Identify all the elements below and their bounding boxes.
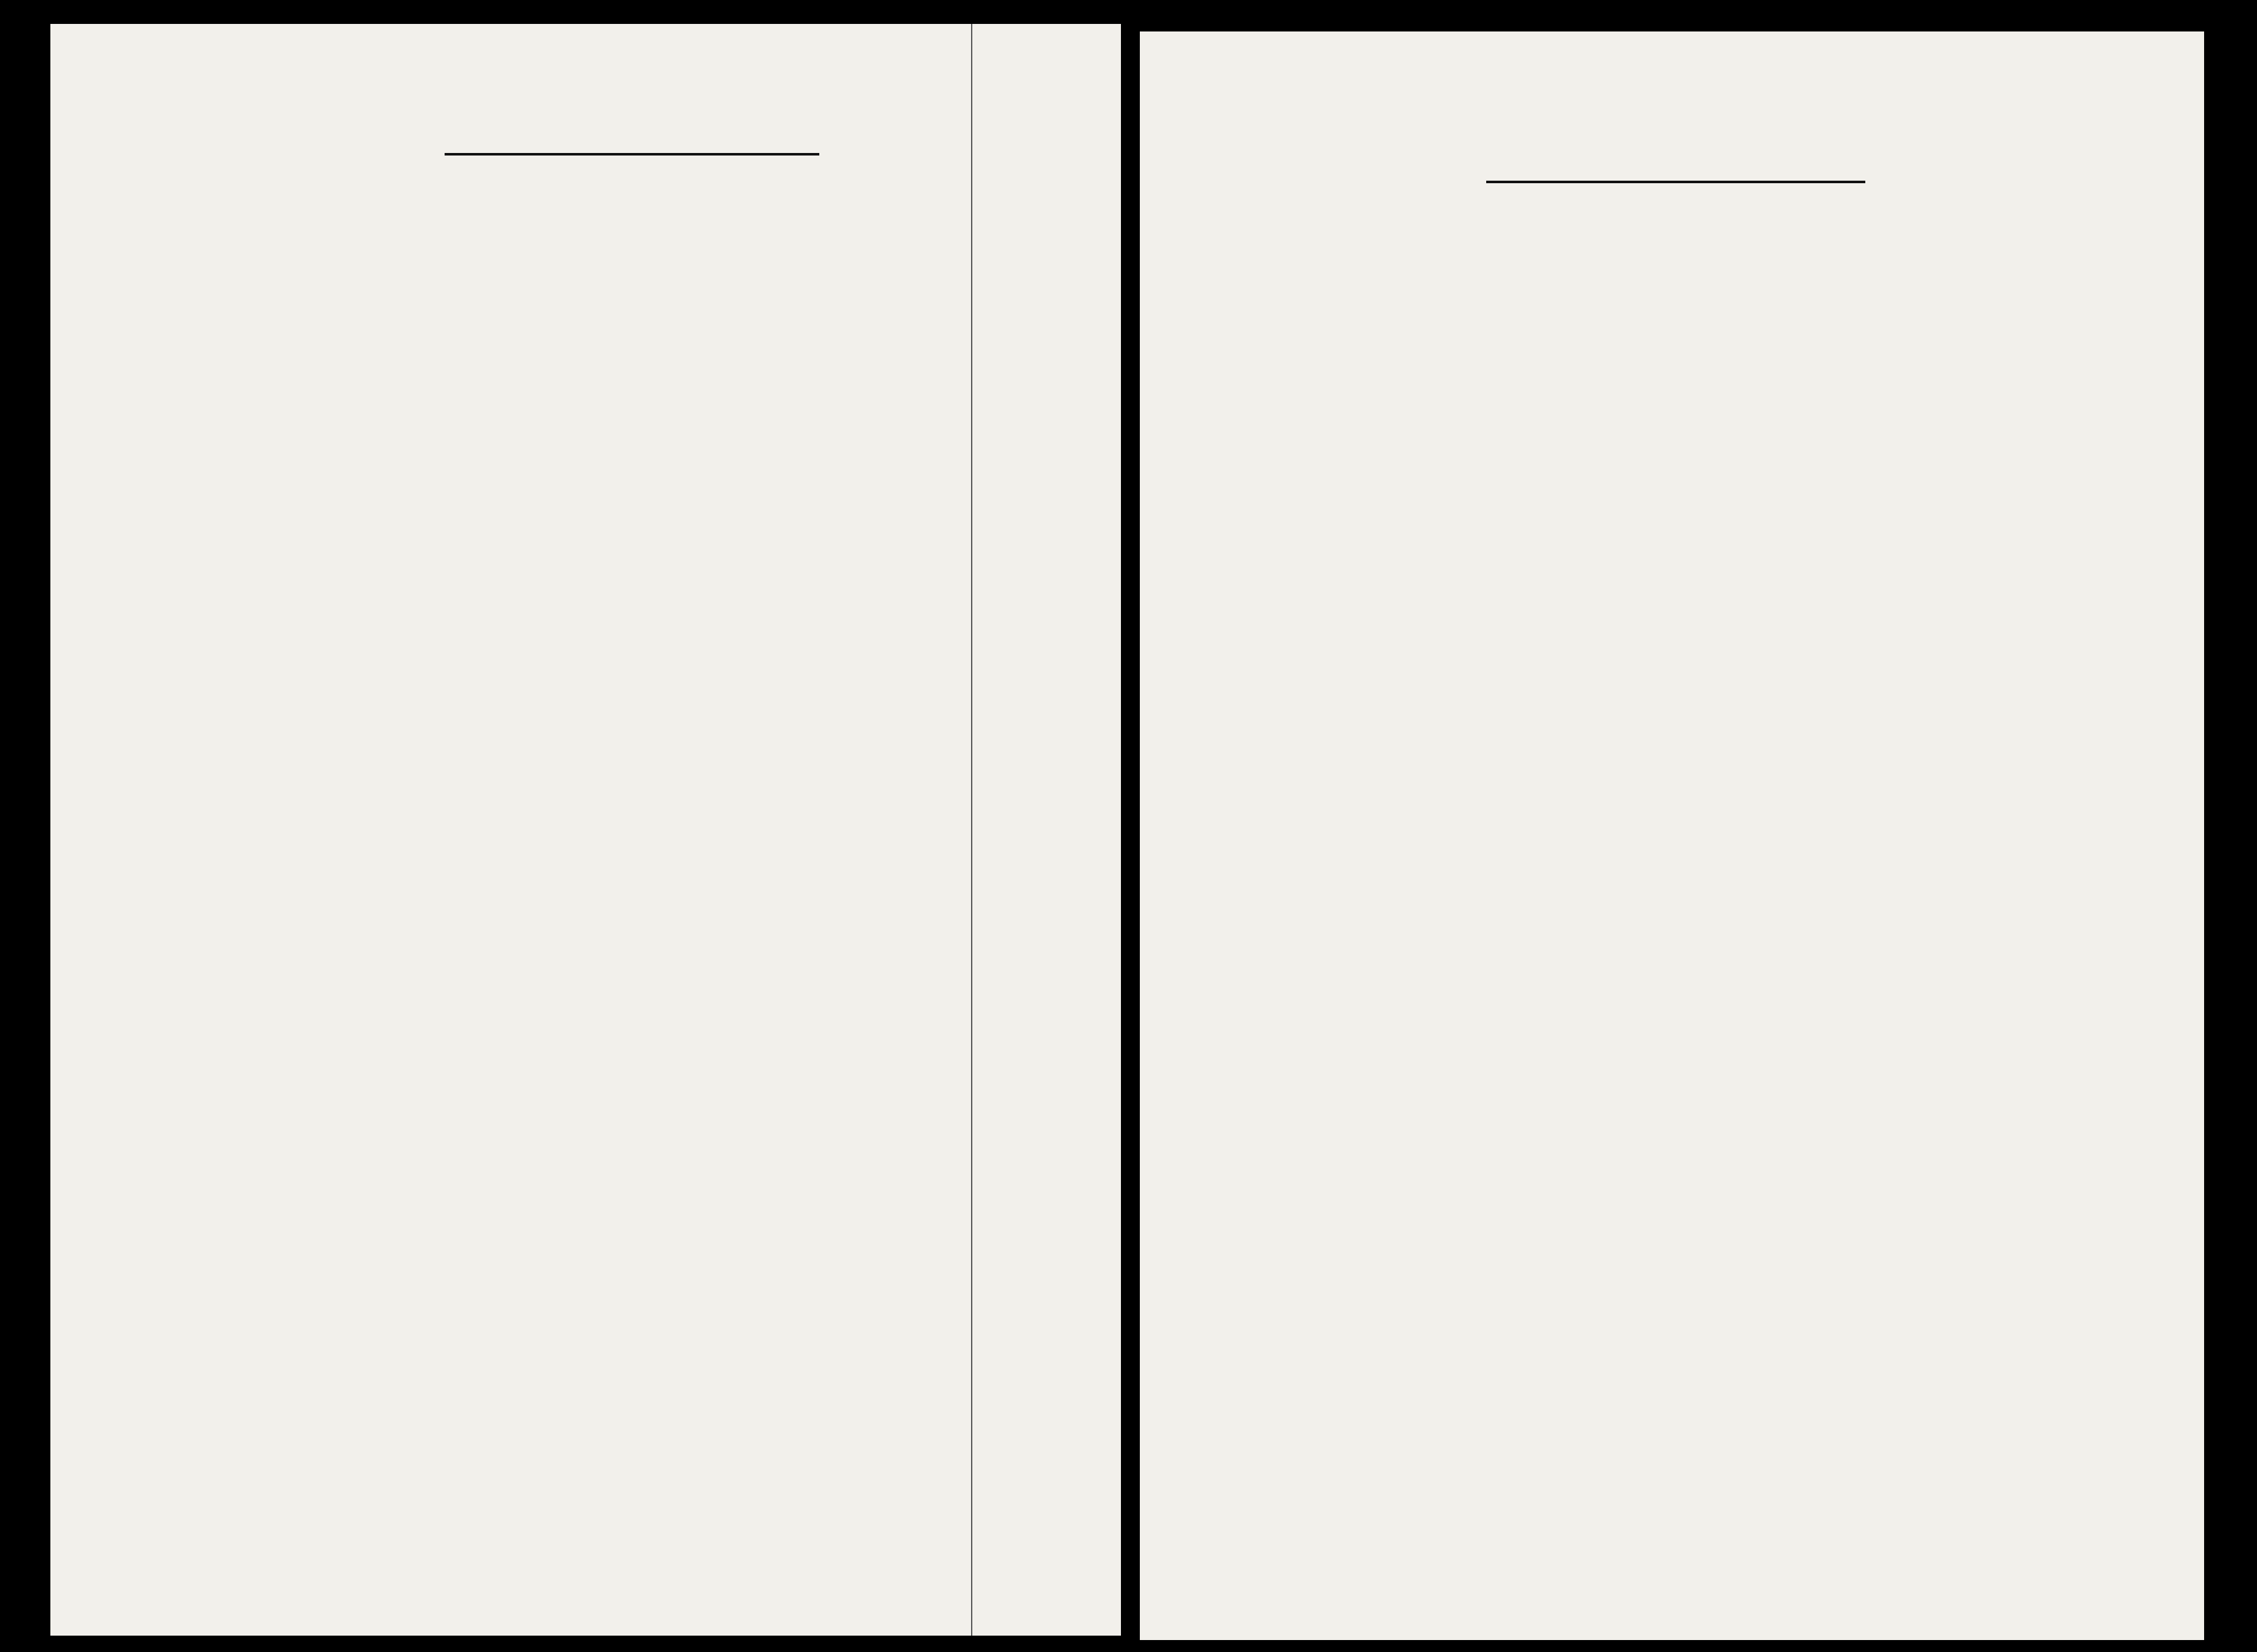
- left-page: [50, 24, 1121, 1636]
- table-title: [1414, 139, 1440, 174]
- title-underline: [1486, 181, 1865, 183]
- title-underline: [445, 153, 819, 156]
- page-fold: [971, 24, 972, 1636]
- table-title: [369, 112, 394, 147]
- right-page: [1140, 31, 2204, 1640]
